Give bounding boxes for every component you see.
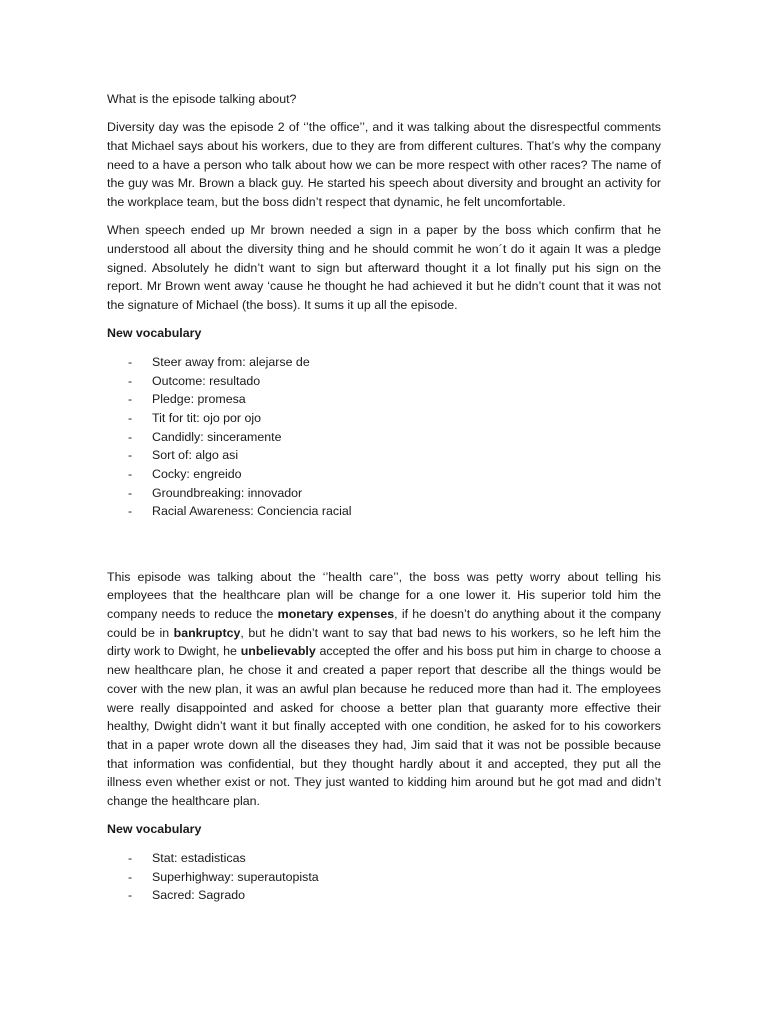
bullet-dash: - — [128, 448, 133, 463]
bullet-dash: - — [128, 504, 133, 519]
list-item: - Tit for tit: ojo por ojo — [107, 409, 661, 428]
section-spacer — [107, 531, 661, 568]
list-item: - Groundbreaking: innovador — [107, 484, 661, 503]
list-item: - Pledge: promesa — [107, 390, 661, 409]
vocab-list-1 — [107, 353, 661, 521]
vocab-title-1: New vocabulary — [107, 326, 202, 341]
paragraph-pledge: When speech ended up Mr brown needed a sign in a paper by the boss which confirm that he understood all about the diversity thing and he should commit he won´t do it again It was a pledge signed. Absolutely he didn’t want to sign but afterward thought it a lot finally put his sign on the report. Mr Brown went away ‘cause he thought he had achieved it but he didn’t count that it was not the signature of Michael (the boss). It sums it up all the episode. — [107, 223, 661, 313]
bullet-dash: - — [128, 411, 133, 425]
bullet-dash: - — [128, 354, 133, 369]
list-item: - Candidly: sinceramente — [107, 428, 661, 447]
list-item: - Superhighway: superautopista — [107, 868, 661, 887]
bold-term: unbelievably — [240, 644, 316, 659]
list-item: - Steer away from: alejarse de — [107, 353, 661, 372]
document-page — [107, 90, 661, 915]
list-item: - Sort of: algo asi — [107, 446, 661, 465]
episode-question: What is the episode talking about? — [107, 92, 297, 106]
vocab-title-2: New vocabulary — [107, 822, 202, 837]
paragraph-diversity-day: Diversity day was the episode 2 of ‘’the office’’, and it was talking about the disrespectful comments that Michael says about his workers, due to they are from different cultures. That’s why the company need to a have a person who talk about how we can be more respect with other races? The name of the guy was Mr. Brown a black guy. He started his speech about diversity and brought an activity for the workplace team, but the boss didn’t respect that dynamic, he felt uncomfortable. — [107, 120, 661, 210]
bullet-dash: - — [128, 392, 133, 407]
bullet-dash: - — [128, 850, 133, 865]
bullet-dash: - — [128, 429, 133, 444]
bullet-dash: - — [128, 869, 133, 884]
bold-term: bankruptcy — [173, 625, 241, 640]
paragraph-health-care: This episode was talking about the ‘’health care’’, the boss was petty worry about telling his employees that the healthcare plan will be change for a one lower it. His superior told him the company needs to reduce the monetary expenses, if he doesn’t do anything about it the company could be in bankruptcy, but he didn’t want to say that bad news to his workers, so he left him the dirty work to Dwight, he unbelievably accepted the offer and his boss put him in charge to choose a new healthcare plan, he chose it and created a paper report that describe all the things would be cover with the new plan, it was an awful plan because he reduced more than had it. The employees were really disappointed and asked for choose a better plan that guaranty more effective their healthy, Dwight didn’t want it but finally accepted with one condition, he asked for to his coworkers that in a paper wrote down all the diseases they had, Jim said that it was not be possible because that information was confidential, but they thought hardly about it and accepted, they put all the illness even whether exist or not. They just wanted to kidding him around but he got mad and didn’t change the healthcare plan. — [107, 569, 662, 809]
bullet-dash: - — [128, 373, 133, 388]
bullet-dash: - — [128, 467, 133, 482]
bullet-dash: - — [128, 485, 133, 500]
list-item: - Outcome: resultado — [107, 372, 661, 391]
vocab-list-2 — [107, 849, 661, 905]
bold-term: monetary expenses — [277, 607, 395, 622]
list-item: - Sacred: Sagrado — [107, 886, 661, 905]
list-item: - Stat: estadisticas — [107, 849, 661, 868]
bullet-dash: - — [128, 888, 133, 903]
list-item: - Cocky: engreido — [107, 465, 661, 484]
list-item: - Racial Awareness: Conciencia racial — [107, 502, 661, 521]
